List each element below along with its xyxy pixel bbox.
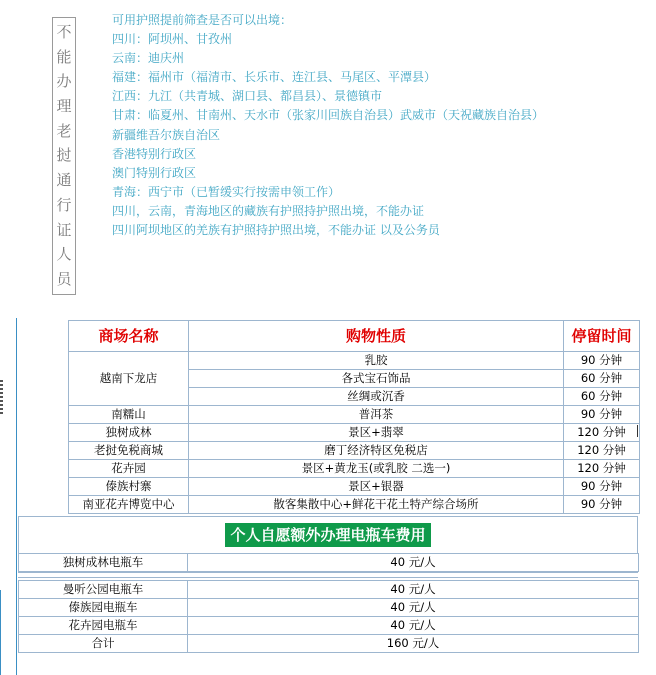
shop-type-cell: 乳胶 — [189, 352, 564, 370]
stay-time-cell: 90 分钟 — [564, 496, 640, 514]
shop-type-cell: 景区+翡翠 — [189, 424, 564, 442]
shop-name-cell: 花卉园 — [69, 460, 189, 478]
side-label-char: 证 — [56, 220, 72, 239]
exit-restriction-notice — [112, 11, 652, 240]
side-label-char: 能 — [56, 47, 72, 66]
shop-name-cell: 南亚花卉博览中心 — [69, 496, 189, 514]
table-row — [69, 442, 640, 460]
notice-line: 香港特别行政区 — [112, 146, 197, 161]
side-vertical-label — [52, 17, 76, 295]
table-row — [69, 496, 640, 514]
fee-table-bottom — [18, 580, 639, 653]
stay-time-cell: 120 分钟 — [564, 424, 640, 442]
side-label-char: 员 — [56, 270, 72, 289]
shop-type-cell: 各式宝石饰品 — [189, 370, 564, 388]
shop-type-cell: 丝绸或沉香 — [189, 388, 564, 406]
stay-time-cell: 60 分钟 — [564, 370, 640, 388]
table-row — [19, 581, 639, 599]
fee-total-price: 160 元/人 — [188, 635, 639, 653]
side-label-char: 行 — [56, 195, 72, 214]
notice-line: 云南：迪庆州 — [112, 51, 185, 66]
notice-line: 青海：西宁市（已暂缓实行按需申领工作） — [112, 184, 341, 199]
side-label-char: 通 — [56, 171, 72, 190]
side-label-char: 办 — [56, 72, 72, 91]
frame-line — [16, 318, 17, 675]
fee-name-cell: 花卉园电瓶车 — [19, 617, 188, 635]
header-shop-name: 商场名称 — [69, 321, 189, 352]
shop-name-cell: 越南下龙店 — [69, 352, 189, 406]
optional-fee-banner-box — [18, 516, 638, 554]
notice-line: 新疆维吾尔族自治区 — [112, 127, 221, 142]
table-row — [19, 617, 639, 635]
shop-type-cell: 景区+黄龙玉(或乳胶 二选一) — [189, 460, 564, 478]
shop-name-cell: 老挝免税商城 — [69, 442, 189, 460]
notice-line: 四川阿坝地区的羌族有护照持护照出境，不能办证 以及公务员 — [112, 223, 440, 238]
table-header-row — [69, 321, 640, 352]
frame-line — [0, 590, 1, 675]
notice-line: 可用护照提前筛查是否可以出境： — [112, 13, 293, 27]
stay-time-cell: 90 分钟 — [564, 478, 640, 496]
side-label-char: 理 — [56, 97, 72, 116]
table-row — [69, 352, 640, 370]
notice-line: 福建：福州市（福清市、长乐市、连江县、马尾区、平潭县） — [112, 70, 437, 85]
notice-line: 澳门特别行政区 — [112, 165, 197, 180]
shop-name-cell: 独树成林 — [69, 424, 189, 442]
stay-time-cell: 120 分钟 — [564, 460, 640, 478]
side-label-char: 不 — [56, 22, 72, 41]
table-row — [19, 599, 639, 617]
table-row — [69, 424, 640, 442]
side-label-char: 老 — [56, 121, 72, 140]
notice-line: 四川：阿坝州、甘孜州 — [112, 32, 233, 47]
fee-price-cell: 40 元/人 — [188, 554, 639, 572]
fee-name-cell: 曼听公园电瓶车 — [19, 581, 188, 599]
shop-type-cell: 景区+银器 — [189, 478, 564, 496]
fee-name-cell: 傣族园电瓶车 — [19, 599, 188, 617]
optional-fee-banner: 个人自愿额外办理电瓶车费用 — [225, 523, 430, 547]
shop-type-cell: 磨丁经济特区免税店 — [189, 442, 564, 460]
fee-price-cell: 40 元/人 — [188, 617, 639, 635]
side-label-char: 人 — [56, 245, 72, 264]
fee-name-cell: 独树成林电瓶车 — [19, 554, 188, 572]
header-stay-time: 停留时间 — [564, 321, 640, 352]
side-marker — [0, 380, 3, 416]
fee-table-top — [18, 553, 639, 572]
shop-name-cell: 南糯山 — [69, 406, 189, 424]
fee-price-cell: 40 元/人 — [188, 581, 639, 599]
table-row — [19, 554, 639, 572]
table-row — [19, 635, 639, 653]
notice-line: 江西：九江（共青城、湖口县、都昌县）、景德镇市 — [112, 89, 383, 104]
stay-time-cell: 90 分钟 — [564, 406, 640, 424]
shopping-table — [68, 320, 640, 514]
stay-time-cell: 90 分钟 — [564, 352, 640, 370]
stay-time-cell: 60 分钟 — [564, 388, 640, 406]
fee-total-label: 合计 — [19, 635, 188, 653]
shop-type-cell: 散客集散中心+鲜花干花土特产综合场所 — [189, 496, 564, 514]
header-shop-type: 购物性质 — [189, 321, 564, 352]
table-row — [69, 406, 640, 424]
stay-time-cell: 120 分钟 — [564, 442, 640, 460]
side-label-char: 挝 — [56, 146, 72, 165]
table-separator — [18, 572, 638, 578]
table-row — [69, 460, 640, 478]
notice-line: 四川，云南，青海地区的藏族有护照持护照出境，不能办证 — [112, 203, 425, 218]
fee-price-cell: 40 元/人 — [188, 599, 639, 617]
notice-line: 甘肃：临夏州、甘南州、天水市（张家川回族自治县）武威市（天祝藏族自治县） — [112, 108, 545, 123]
shop-name-cell: 傣族村寨 — [69, 478, 189, 496]
shop-type-cell: 普洱茶 — [189, 406, 564, 424]
table-row — [69, 478, 640, 496]
